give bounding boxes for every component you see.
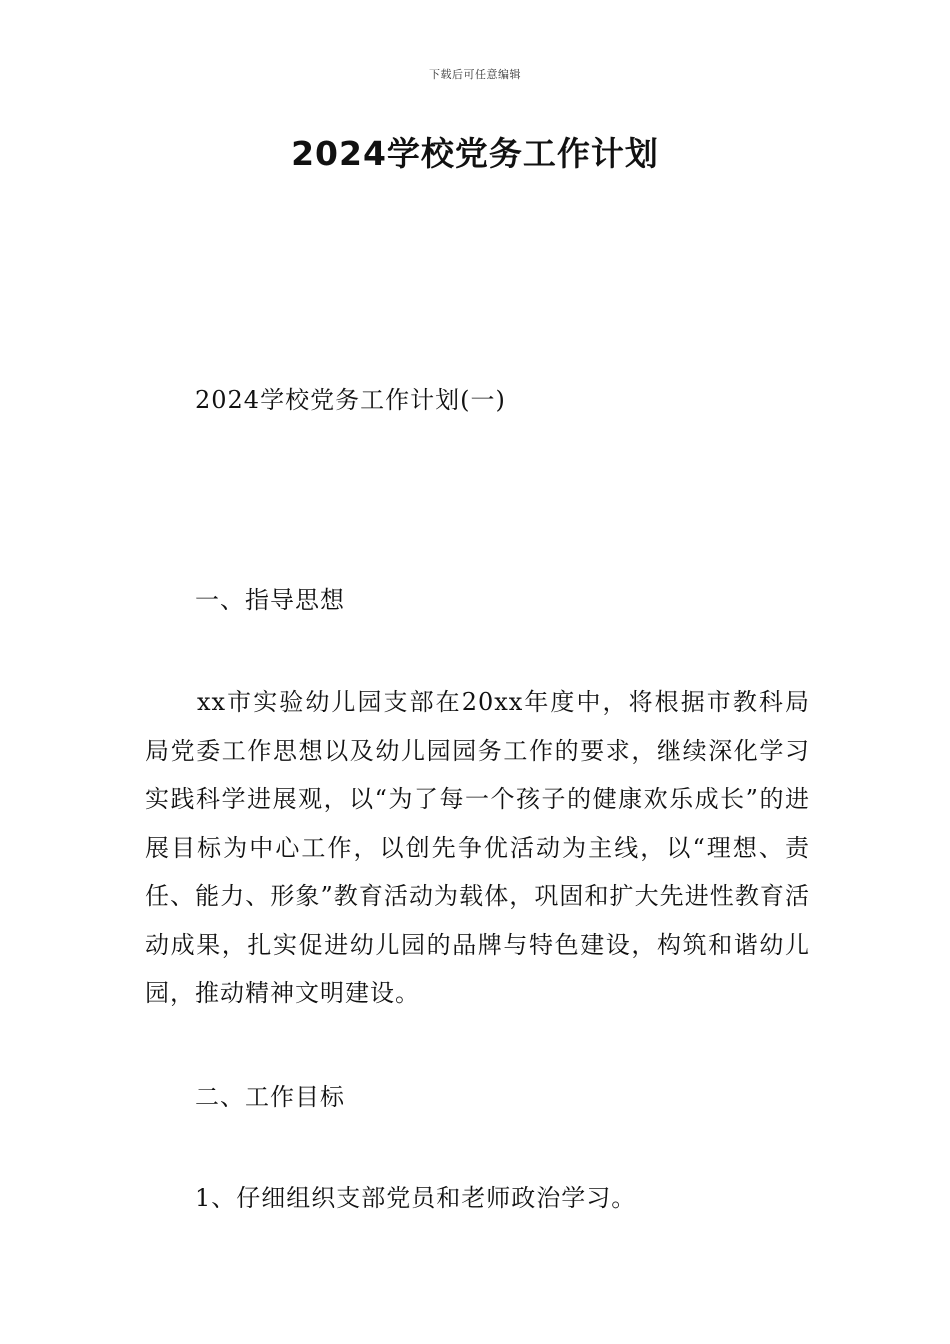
section-heading-work-goals: 二、工作目标 xyxy=(195,1083,345,1111)
header-note: 下载后可任意编辑 xyxy=(429,68,521,81)
section-heading-guiding-ideology: 一、指导思想 xyxy=(195,586,345,614)
document-subtitle: 2024学校党务工作计划(一) xyxy=(195,386,506,414)
section-paragraph-guiding-ideology: xx市实验幼儿园支部在20xx年度中，将根据市教科局局党委工作思想以及幼儿园园务工作的要求，继续深化学习实践科学进展观，以“为了每一个孩子的健康欢乐成长”的进展目标为中心工作，以创先争优活动为主线，以“理想、责任、能力、形象”教育活动为载体，巩固和扩大先进性教育活动成果，扎实促进幼儿园的品牌与特色建设，构筑和谐幼儿园，推动精神文明建设。 xyxy=(145,688,810,1007)
document-title: 2024学校党务工作计划 xyxy=(291,134,659,173)
list-item: 1、仔细组织支部党员和老师政治学习。 xyxy=(195,1184,637,1212)
